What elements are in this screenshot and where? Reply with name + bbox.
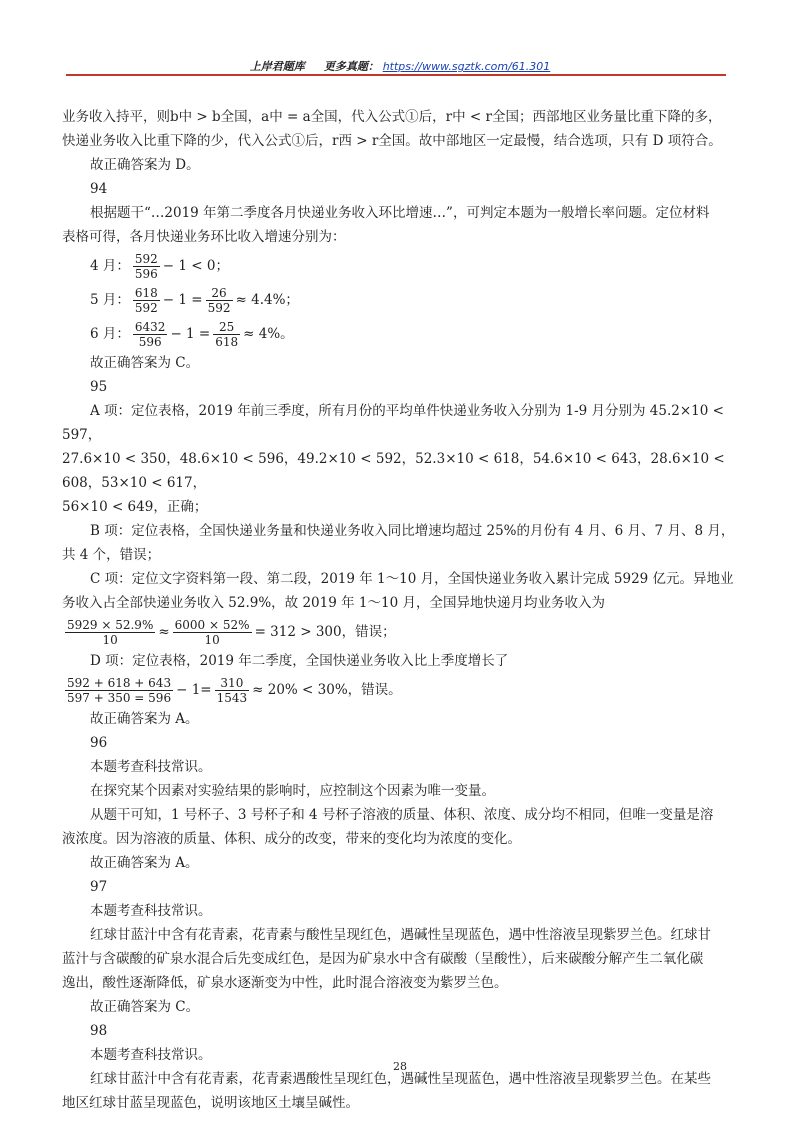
header-rule [66,74,726,76]
text-line: C 项：定位文字资料第一段、第二段，2019 年 1～10 月，全国快递业务收入累计完成 5929 亿元。异地业 [90,571,734,587]
formula-june [62,317,738,351]
text-line: B 项：定位表格，全国快递业务量和快递业务收入同比增速均超过 25%的月份有 4 月、6 月、7 月、8 月， [90,523,735,539]
text-line: 表格可得，各月快递业务环比收入增速分别为： [62,229,346,245]
text-line: D 项：定位表格，2019 年二季度，全国快递业务收入比上季度增长了 [90,653,509,669]
question-number: 94 [90,181,108,197]
text-line: 本题考查科技常识。 [90,903,212,919]
fraction [65,618,155,647]
question-number: 97 [90,879,108,895]
numerator: 6000 × 52% [174,618,250,632]
fraction [133,286,160,315]
text-line: 快递业务收入比重下降的少，代入公式①后，r西 > r全国。故中部地区一定最慢，结合选项，只有 D 项符合。 [62,133,722,149]
fraction [133,320,168,349]
answer-line: 故正确答案为 C。 [90,999,200,1015]
page-content [62,105,738,1115]
fraction [206,286,233,315]
text-line: 56×10 < 649，正确； [62,499,208,515]
text-line: 从题干可知，1 号杯子、3 号杯子和 4 号杯子溶液的质量、体积、浓度、成分均不相同，但唯一变量是溶 [90,807,714,823]
text-line: 本题考查科技常识。 [90,759,212,775]
denominator: 592 [207,301,231,315]
question-number: 98 [90,1023,108,1039]
denominator: 1543 [216,691,248,705]
text-line: 本题考查科技常识。 [90,1047,212,1063]
formula-option-d [62,673,738,707]
text-line: 务收入占全部快递业务收入 52.9%，故 2019 年 1～10 月，全国异地快递月均业务收入为 [62,595,605,611]
site-name: 上岸君题库 [249,60,305,73]
formula-tail: ≈ 20% < 30%，错误。 [252,682,402,698]
numerator: 592 [134,252,158,266]
text-line: 逸出，酸性逐渐降低，矿泉水逐渐变为中性，此时混合溶液变为紫罗兰色。 [62,975,508,991]
fraction [213,320,240,349]
formula-april [62,249,738,283]
denominator: 10 [102,633,118,647]
formula-mid: − 1 = [170,326,211,342]
text-line: A 项：定位表格，2019 年前三季度，所有月份的平均单件快递业务收入分别为 1-9 月分别为 45.2×10 < 597， [62,403,724,443]
formula-label: 4 月： [90,258,130,274]
formula-tail: = 312 > 300，错误； [254,624,396,640]
numerator: 618 [134,286,158,300]
text-line: 在探究某个因素对实验结果的影响时，应控制这个因素为唯一变量。 [90,783,495,799]
numerator: 6432 [134,320,166,334]
fraction [133,252,160,281]
text-line: 红球甘蓝汁中含有花青素，花青素遇酸性呈现红色，遇碱性呈现蓝色，遇中性溶液呈现紫罗兰色。在某些 [90,1071,711,1087]
numerator: 5929 × 52.9% [67,618,154,632]
denominator: 10 [204,633,220,647]
denominator: 597 + 350 = 596 [67,691,172,705]
formula-may [62,283,738,317]
fraction [65,676,173,705]
denominator: 596 [138,335,162,349]
text-line: 根据题干“…2019 年第二季度各月快递业务收入环比增速…”，可判定本题为一般增长率问题。定位材料 [90,205,710,221]
question-number: 96 [90,735,108,751]
fraction [215,676,250,705]
formula-mid: ≈ [158,624,170,640]
text-line: 液浓度。因为溶液的质量、体积、成分的改变，带来的变化均为浓度的变化。 [62,831,521,847]
formula-tail: ≈ 4.4%； [235,292,299,308]
question-number: 95 [90,379,108,395]
numerator: 310 [215,676,250,691]
denominator: 618 [215,335,239,349]
text-line: 共 4 个，错误； [62,547,161,563]
text-line: 蓝汁与含碳酸的矿泉水混合后先变成红色，是因为矿泉水中含有碳酸（呈酸性），后来碳酸分解产生二氧化碳 [62,951,704,967]
formula-mid: − 1= [176,682,212,698]
denominator: 592 [134,301,158,315]
text-line: 红球甘蓝汁中含有花青素，花青素与酸性呈现红色，遇碱性呈现蓝色，遇中性溶液呈现紫罗兰色。红球甘 [90,927,711,943]
formula-tail: − 1 < 0； [162,258,229,274]
page-header [0,58,800,74]
formula-mid: − 1 = [162,292,203,308]
answer-line: 故正确答案为 C。 [90,355,200,371]
answer-line: 故正确答案为 D。 [90,157,200,173]
answer-line: 故正确答案为 A。 [90,855,199,871]
page-number: 28 [393,1060,407,1073]
formula-option-c [62,615,738,649]
fraction [173,618,252,647]
formula-label: 5 月： [90,292,130,308]
numerator: 25 [213,320,240,335]
more-label: 更多真题： [323,60,379,73]
formula-label: 6 月： [90,326,130,342]
denominator: 596 [134,267,158,281]
numerator: 592 + 618 + 643 [67,676,172,690]
source-link[interactable]: https://www.sgztk.com/61.301 [382,60,551,73]
numerator: 26 [206,286,233,301]
text-line: 业务收入持平，则b中 > b全国，a中 = a全国，代入公式①后，r中 < r全国；西部地区业务量比重下降的多， [62,109,722,125]
text-line: 地区红球甘蓝呈现蓝色，说明该地区土壤呈碱性。 [62,1095,359,1111]
formula-tail: ≈ 4%。 [243,326,294,342]
answer-line: 故正确答案为 A。 [90,711,199,727]
text-line: 27.6×10 < 350，48.6×10 < 596，49.2×10 < 592，52.3×10 < 618，54.6×10 < 643，28.6×10 < 608，53×10 < 617， [62,451,725,491]
